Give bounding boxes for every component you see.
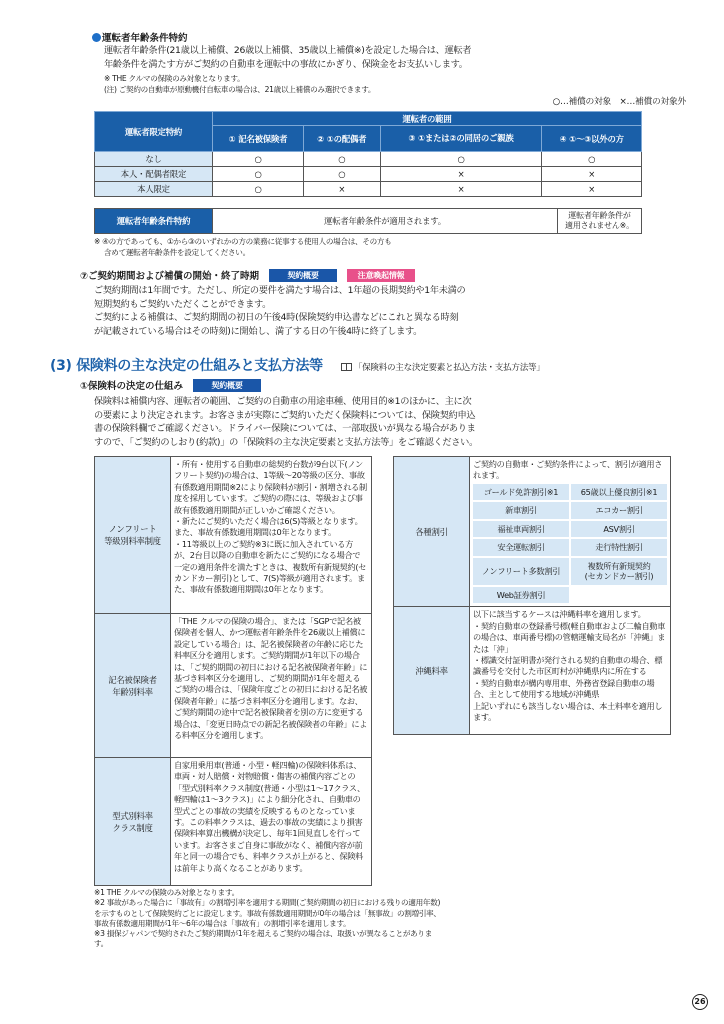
contract-period-line: ご契約による補償は、ご契約期間の初日の午後4時(保険契約申込書などにこれと異なる時刻 <box>94 312 459 324</box>
table-row <box>95 614 372 758</box>
premium-line: すので、「ご契約のしおり(約款)」の「保険料の主な決定要素と支払方法等」をご確認ください。 <box>94 436 478 448</box>
footnote: ※1 THE クルマの保険のみ対象となります。 <box>94 888 239 897</box>
okinawa-content-text: 以下に該当するケースは沖縄料率を適用します。 ・契約自動車の登録番号標(軽自動車および二輪自動車の場合は、車両番号標)の管轄運輸支局名が「沖縄」または「沖」 ・標識交付証明書が発行される契約自動車の場合、標識番号を交付した市区町村が沖縄県内に所在する ・契約自動車が構内専用車、外務省登録自動車の場合、主として使用する地域が沖縄県 上記いずれにも該当しない場合は、本土料率を適用します。 <box>473 609 666 722</box>
row-label: 沖縄料率 <box>394 607 470 735</box>
contract-period-line: が記載されている場合はその時刻)に開始し、満了する日の午後4時に終了します。 <box>94 325 423 337</box>
table-row <box>95 152 642 167</box>
driver-range-table <box>94 111 642 197</box>
row-label: 本人・配偶者限定 <box>95 167 213 182</box>
contract-period-heading-row <box>80 268 415 282</box>
cell-mark: ○ <box>213 152 304 167</box>
premium-line: の要素により決定されます。お客さまが実際にご契約いただく保険料については、保険契約申込 <box>94 409 476 421</box>
table-row <box>95 758 372 886</box>
row-content <box>171 614 372 758</box>
age-condition-note1: ※ THE クルマの保険のみ対象となります。 <box>104 74 245 83</box>
cell-mark: × <box>380 167 542 182</box>
cell-mark: × <box>542 167 642 182</box>
row-label <box>95 457 171 614</box>
column-header: ② ①の配偶者 <box>303 126 380 152</box>
discount-item: 走行特性割引 <box>571 539 667 556</box>
footnotes <box>94 888 444 950</box>
legend: ○…補償の対象 ×…補償の対象外 <box>552 97 686 107</box>
driver-limit-header: 運転者限定特約 <box>95 112 213 152</box>
cell-mark: ○ <box>380 152 542 167</box>
row-content-text: ・所有・使用する自動車の総契約台数が9台以下(ノンフリート契約)の場合は、1等級〜20等級の区分、事故有係数適用期間※2により保険料が割引・割増される制度を採用しています。ご契約の際には、等級および事故有係数適用期間が正しいかご確認ください。 ・新たにご契約いただく場合は6(S)等級となります。また、事故有係数適用期間は0年となります。 ・11等級以上のご契約※3に既に加入されている方が、2台目以降の自動車を新たにご契約になる場合で一定の適用条件を満たすときは、複数所有新規契約(セカンドカー割引)として、7(S)等級が適用されます。また、事故有係数適用期間は0年となります。 <box>174 459 367 595</box>
age-not-applied-line2: 適用されません※。 <box>565 221 634 230</box>
cell-mark: × <box>542 182 642 197</box>
page-number: 26 <box>692 994 708 1010</box>
age-applied-cell: 運転者年齢条件が適用されます。 <box>213 209 558 234</box>
age-condition-note2: (注) ご契約の自動車が原動機付自転車の場合は、21歳以上補償のみ選択できます。 <box>104 84 376 94</box>
contract-period-heading: ⑦ご契約期間および補償の開始・終了時期 <box>80 271 260 282</box>
row-label: 本人限定 <box>95 182 213 197</box>
premium-line: 保険料は補償内容、運転者の範囲、ご契約の自動車の用途車種、使用目的※1のほかに、主に次 <box>94 396 472 407</box>
discount-item: 安全運転割引 <box>473 539 569 556</box>
row-label: なし <box>95 152 213 167</box>
driver-range-header: 運転者の範囲 <box>213 112 642 126</box>
age-condition-heading <box>92 30 188 44</box>
discount-item: Web証券割引 <box>473 587 569 604</box>
cell-mark: ○ <box>213 167 304 182</box>
discount-item: 福祉車両割引 <box>473 521 569 538</box>
contract-period-body <box>94 284 465 338</box>
bullet-dot-icon <box>92 33 101 42</box>
footnote: ※2 事故があった場合に「事故有」の割増引率を適用する期間(ご契約期間の初日における残りの適用年数)を示すものとして保険契約ごとに設定します。事故有係数適用期間が0年の場合は「無事故」の割増引率、事故有係数適用期間が1年〜6年の場合は「事故有」の割増引率を適用します。 <box>94 898 441 928</box>
discount-item: 複数所有新規契約 (セカンドカー割引) <box>571 558 667 585</box>
row-label-text: 型式別料率 クラス制度 <box>112 810 153 833</box>
discount-item: ASV割引 <box>571 521 667 538</box>
table-row <box>394 457 671 607</box>
row-label <box>95 614 171 758</box>
cell-mark: ○ <box>213 182 304 197</box>
discount-okinawa-table <box>393 456 671 735</box>
age-not-applied-line1: 運転者年齢条件が <box>568 211 631 220</box>
rate-factor-table <box>94 456 372 886</box>
premium-line: 書の保険料欄でご確認ください。ドライバー保険については、一部取扱いが異なる場合がありま <box>94 423 476 435</box>
age-table-note <box>94 237 392 258</box>
premium-mechanism-heading: ①保険料の決定の仕組み <box>80 381 184 392</box>
row-label: 各種割引 <box>394 457 470 607</box>
contract-period-line: 短期契約もご契約いただくことができます。 <box>94 298 272 310</box>
table-row <box>95 457 372 614</box>
age-condition-notes <box>104 74 375 95</box>
footnote: ※3 損保ジャパンで契約されたご契約期間が1年を超えるご契約の場合は、取扱いが異なることがあります。 <box>94 929 433 949</box>
age-condition-line1: 運転者年齢条件(21歳以上補償、26歳以上補償、35歳以上補償※)を設定した場合は、運転者 <box>104 45 472 56</box>
okinawa-content <box>470 607 671 735</box>
section3-title: (3) 保険料の主な決定の仕組みと支払方法等 <box>50 358 323 374</box>
discount-item: 65歳以上優良割引※1 <box>571 484 667 501</box>
age-condition-heading-text: 運転者年齢条件特約 <box>102 33 188 44</box>
age-condition-body <box>104 44 644 71</box>
contract-summary-badge: 契約概要 <box>269 269 337 282</box>
age-table-note-line1: ※ ④の方であっても、①から③のいずれかの方の業務に従事する使用人の場合は、その方も <box>94 237 392 246</box>
attention-info-badge: 注意喚起情報 <box>347 269 415 282</box>
discount-grid <box>473 484 667 604</box>
discount-item: ゴールド免許割引※1 <box>473 484 569 501</box>
row-label <box>95 758 171 886</box>
row-content <box>171 758 372 886</box>
contract-period-line: ご契約期間は1年間です。ただし、所定の要件を満たす場合は、1年超の長期契約や1年未満の <box>94 285 466 296</box>
table-row <box>95 182 642 197</box>
age-condition-table-header: 運転者年齢条件特約 <box>95 209 213 234</box>
table-row <box>95 167 642 182</box>
cell-mark: ○ <box>303 152 380 167</box>
age-not-applied-cell <box>558 209 642 234</box>
table-row <box>394 607 671 735</box>
row-label-text: ノンフリート 等級別料率制度 <box>104 524 161 546</box>
row-label-text: 記名被保険者 年齢別料率 <box>108 674 157 697</box>
cell-mark: × <box>303 182 380 197</box>
column-header-text: ③ ①または②の同居のご親族 <box>408 133 514 143</box>
column-header <box>380 126 542 152</box>
discounts-content <box>470 457 671 607</box>
column-header: ① 記名被保険者 <box>213 126 304 152</box>
row-content-text: 「THE クルマの保険の場合」、または「SGPで記名被保険者を個人、かつ運転者年齢条件を26歳以上補償に設定している場合」は、記名被保険者の年齢に応じた料率区分を適用します。ご契約期間が1年以下の場合は、「ご契約期間の初日における記名被保険者年齢」に基づき料率区分を適用し、ご契約期間が1年を超えるご契約の場合は、「保険年度ごとの初日における記名被保険者年齢」に基づき料率区分を適用します。なお、ご契約期間の途中で記名被保険者を別の方に変更する場合は、「変更日時点での新記名被保険者の年齢」による料率区分を適用します。 <box>174 616 368 741</box>
discounts-intro: ご契約の自動車・ご契約条件によって、割引が適用されます。 <box>473 459 663 481</box>
discount-item: ノンフリート多数割引 <box>473 558 569 585</box>
reference-text: 「保険料の主な決定要素と払込方法・支払方法等」 <box>353 363 545 373</box>
discount-item: 新車割引 <box>473 502 569 519</box>
book-icon <box>341 363 352 371</box>
reference-link <box>341 361 545 373</box>
row-content-text: 自家用乗用車(普通・小型・軽四輪)の保険料体系は、車両・対人賠償・対物賠償・傷害の補償内容ごとの「型式別料率クラス制度(普通・小型は1〜17クラス、軽四輪は1〜3クラス)」により細分化され、自動車の型式ごとの事故の実績を反映するものとなっています。この料率クラスは、過去の事故の実績により損害保険料率算出機構が決定し、毎年1回見直しを行っています。お客さまご自身に事故がなく、補償内容が前年と同一の場合でも、料率クラスが上がると、保険料は前年より高くなることがあります。 <box>174 760 365 873</box>
cell-mark: ○ <box>542 152 642 167</box>
column-header: ④ ①〜③以外の方 <box>542 126 642 152</box>
premium-mechanism-body <box>94 395 654 449</box>
section3-title-row <box>50 355 545 375</box>
age-table-note-line2: 含めて運転者年齢条件を設定してください。 <box>104 247 250 257</box>
discount-item: エコカー割引 <box>571 502 667 519</box>
age-condition-table <box>94 208 642 234</box>
cell-mark: × <box>380 182 542 197</box>
age-condition-line2: 年齢条件を満たす方がご契約の自動車を運転中の事故にかぎり、保険金をお支払いします。 <box>104 58 468 70</box>
row-content <box>171 457 372 614</box>
contract-summary-badge: 契約概要 <box>193 379 261 392</box>
cell-mark: ○ <box>303 167 380 182</box>
premium-mechanism-heading-row <box>80 378 261 392</box>
